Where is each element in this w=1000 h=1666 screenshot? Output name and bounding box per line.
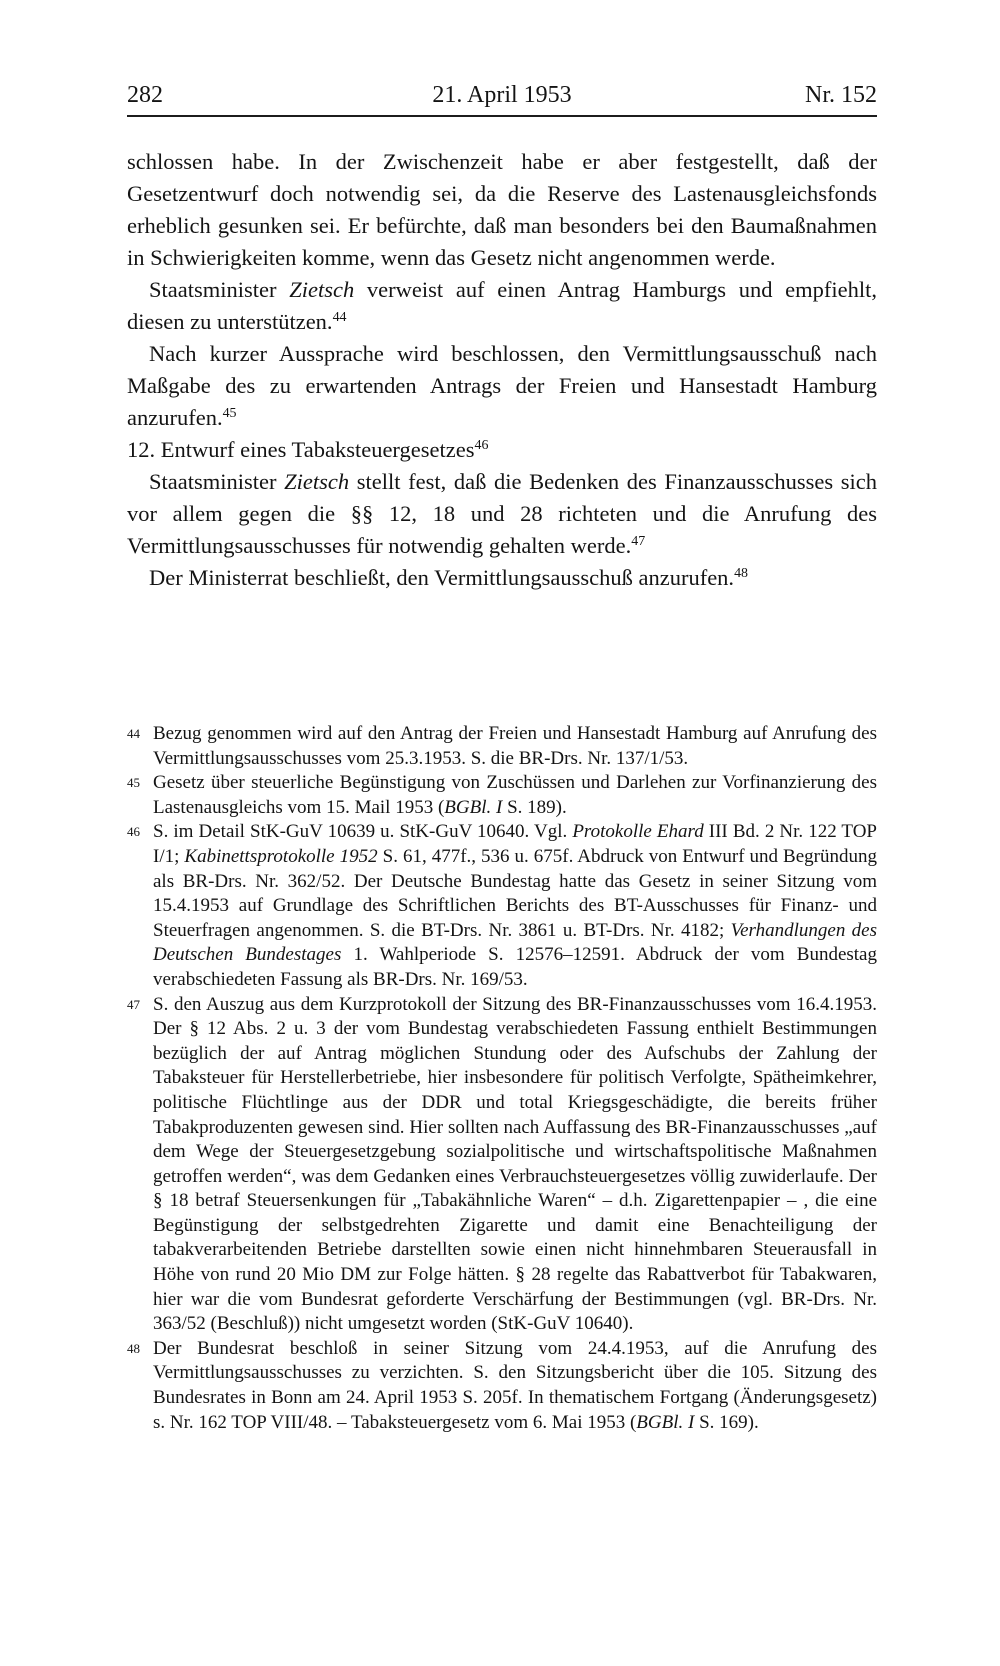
- text-run: Staatsminister: [149, 469, 285, 494]
- footnote: [127, 820, 877, 992]
- text-run: S. den Auszug aus dem Kurzprotokoll der Sitzung des BR-Finanzausschusses vom 16.4.1953. Der § 12 Abs. 2 u. 3 der vom Bundestag verabschiedeten Fassung enthielt Bestimmungen bezüglich der auf Antrag möglichen Stundung oder des Aufschubs der Zahlung der Tabaksteuer für Herstellerbetriebe, hier insbesondere für politisch Verfolgte, Spätheimkehrer, politische Flüchtlinge aus der DDR und total Kriegsgeschädigte, die bereits früher Tabakproduzenten gewesen sind. Hier sollten nach Auffassung des BR-Finanzausschusses „auf dem Wege der Steuergesetzgebung sozialpolitische und wirtschaftspolitische Maßnahmen getroffen werden“, was dem Gedanken eines Verbrauchsteuergesetzes völlig zuwiderlaufe. Der § 18 betraf Steuersenkungen für „Tabakähnliche Waren“ – d.h. Zigarettenpapier – , die eine Begünstigung der selbstgedrehten Zigarette und damit eine Benachteiligung der tabakverarbeitenden Betriebe darstellten sowie einen nicht hinnehmbaren Steuerausfall in Höhe von rund 20 Mio DM zur Folge hätten. § 28 regelte das Rabattverbot für Tabakwaren, hier war die vom Bundesrat geforderte Verschärfung der Bestimmungen (vgl. BR-Drs. Nr. 363/52 (Beschluß)) nicht umgesetzt worden (StK-GuV 10640).: [153, 993, 877, 1335]
- italic-text-run: BGBl. I: [636, 1411, 695, 1433]
- footnote: [127, 1337, 877, 1435]
- document-body: [127, 146, 877, 594]
- text-run: schlossen habe. In der Zwischenzeit habe er aber festgestellt, daß der Gesetzentwurf doch notwendig sei, da die Reserve des Lastenausgleichsfonds erheblich gesunken sei. Er befürchte, daß man besonders bei den Baumaßnahmen in Schwierigkeiten komme, wenn das Gesetz nicht angenommen werde.: [127, 149, 877, 270]
- italic-text-run: Kabinettsprotokolle 1952: [184, 845, 378, 867]
- header-doc-number: Nr. 152: [805, 82, 877, 108]
- text-run: 12. Entwurf eines Tabaksteuergesetzes: [127, 437, 475, 462]
- footnote: [127, 993, 877, 1337]
- text-run: 1. Wahlperiode S. 12576–12591. Abdruck der vom Bundestag verabschiedeten Fassung als BR-Drs. Nr. 169/53.: [153, 944, 877, 990]
- footnote-number: 46: [127, 824, 140, 840]
- footnote-reference: 46: [474, 438, 489, 454]
- text-run: verweist auf einen Antrag Hamburgs und empfiehlt, diesen zu unterstützen.: [127, 277, 877, 334]
- page-number: 282: [127, 82, 163, 108]
- italic-text-run: BGBl. I: [444, 796, 503, 818]
- footnote-number: 48: [127, 1340, 140, 1356]
- text-run: S. 169).: [694, 1411, 759, 1433]
- text-run: S. 189).: [502, 796, 567, 818]
- footnote-number: 45: [127, 775, 140, 791]
- footnotes-section: [127, 722, 877, 1435]
- footnote-reference: 47: [631, 534, 646, 550]
- text-run: stellt fest, daß die Bedenken des Finanzausschusses sich vor allem gegen die §§ 12, 18 und 28 richteten und die Anrufung des Vermittlungsausschusses für notwendig gehalten werde.: [127, 469, 877, 558]
- body-paragraph: [127, 274, 877, 338]
- body-paragraph: [127, 146, 877, 274]
- text-run: S. im Detail StK-GuV 10639 u. StK-GuV 10640. Vgl.: [153, 821, 573, 843]
- body-paragraph: [127, 562, 877, 594]
- footnote-reference: 45: [222, 406, 237, 422]
- footnote: [127, 771, 877, 820]
- body-paragraph: [127, 338, 877, 434]
- italic-text-run: Verhandlungen des Deutschen Bundestages: [153, 919, 877, 966]
- text-run: Gesetz über steuerliche Begünstigung von Zuschüssen und Darlehen zur Vorfinanzierung des Lastenausgleichs vom 15. Mail 1953 (: [153, 772, 877, 818]
- footnote-number: 47: [127, 996, 140, 1012]
- footnote: [127, 722, 877, 771]
- text-run: Bezug genommen wird auf den Antrag der Freien und Hansestadt Hamburg auf Anrufung des Vermittlungsausschusses vom 25.3.1953. S. die BR-Drs. Nr. 137/1/53.: [153, 723, 877, 769]
- footnote-number: 44: [127, 726, 140, 741]
- footnote-reference: 48: [734, 566, 748, 582]
- text-run: Der Ministerrat beschließt, den Vermittlungsausschuß anzurufen.: [149, 565, 735, 590]
- text-run: Staatsminister: [149, 277, 290, 302]
- italic-text-run: Zietsch: [289, 277, 355, 302]
- footnote-reference: 44: [332, 310, 347, 326]
- text-run: Der Bundesrat beschloß in seiner Sitzung vom 24.4.1953, auf die Anrufung des Vermittlungsausschusses zu verzichten. S. den Sitzungsbericht über die 105. Sitzung des Bundesrates in Bonn am 24. April 1953 S. 205f. In thematischem Fortgang (Änderungsgesetz) s. Nr. 162 TOP VIII/48. – Tabaksteuergesetz vom 6. Mai 1953 (: [153, 1337, 877, 1433]
- running-head: [127, 82, 877, 108]
- header-date: 21. April 1953: [432, 82, 572, 108]
- text-run: III Bd. 2 Nr. 122 TOP I/1;: [153, 821, 877, 867]
- text-block: [127, 82, 877, 1435]
- header-rule: [127, 115, 877, 117]
- text-run: Nach kurzer Aussprache wird beschlossen, den Vermittlungsausschuß nach Maßgabe des zu erwartenden Antrags der Freien und Hansestadt Hamburg anzurufen.: [127, 341, 877, 430]
- body-paragraph: [127, 466, 877, 562]
- italic-text-run: Protokolle Ehard: [572, 821, 704, 843]
- text-run: S. 61, 477f., 536 u. 675f. Abdruck von Entwurf und Begründung als BR-Drs. Nr. 362/52. Der Deutsche Bundestag hatte das Gesetz in seiner Sitzung vom 15.4.1953 auf Grundlage des Schriftlichen Berichts des BT-Ausschusses für Finanz- und Steuerfragen angenommen. S. die BT-Drs. Nr. 3861 u. BT-Drs. Nr. 4182;: [153, 845, 877, 941]
- italic-text-run: Zietsch: [284, 469, 350, 494]
- body-paragraph: [127, 434, 877, 466]
